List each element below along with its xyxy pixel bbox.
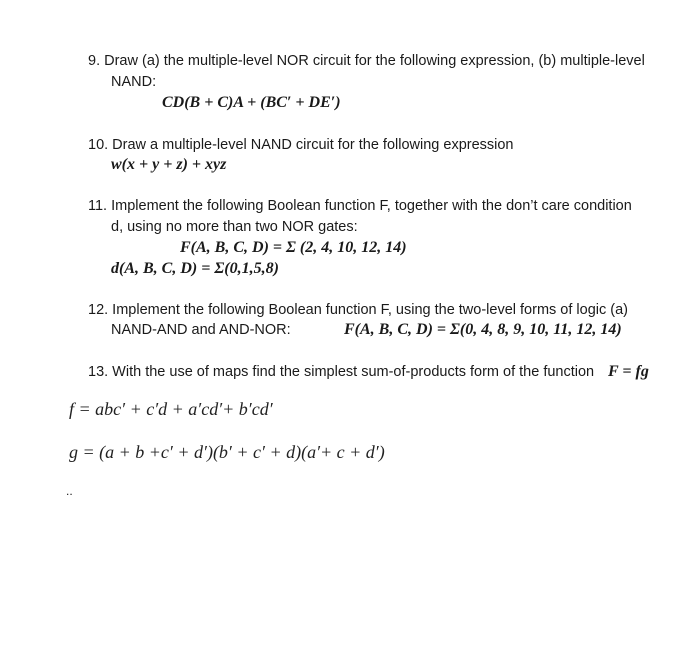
- problem-12-text-line2: NAND-AND and AND-NOR:: [111, 322, 291, 338]
- problem-11-function-f: F(A, B, C, D) = Σ (2, 4, 10, 12, 14): [180, 239, 407, 256]
- problem-11-text-line2: d, using no more than two NOR gates:: [111, 219, 358, 235]
- problem-12-function-f: F(A, B, C, D) = Σ(0, 4, 8, 9, 10, 11, 12, 14): [344, 321, 622, 338]
- trailing-mark: ..: [66, 484, 73, 498]
- problem-13-function-g: g = (a + b +c′ + d′)(b′ + c′ + d)(a′+ c + d′): [69, 442, 385, 462]
- problem-9-expression: CD(B + C)A + (BC′ + DE′): [162, 94, 341, 111]
- problem-11-text-line1: 11. Implement the following Boolean function F, together with the don’t care condition: [88, 198, 632, 214]
- problem-13-function-F: F = fg: [608, 363, 649, 380]
- problem-11-dont-care-d: d(A, B, C, D) = Σ(0,1,5,8): [111, 260, 279, 277]
- problem-12-text-line1: 12. Implement the following Boolean function F, using the two-level forms of logic (a): [88, 302, 628, 318]
- problem-10-expression: w(x + y + z) + xyz: [111, 156, 227, 173]
- problem-9-text-line2: NAND:: [111, 74, 157, 90]
- problem-13-text: 13. With the use of maps find the simplest sum-of-products form of the function: [88, 364, 595, 380]
- problem-9-text-line1: 9. Draw (a) the multiple-level NOR circuit for the following expression, (b) multiple-level: [88, 53, 645, 69]
- problem-10-text: 10. Draw a multiple-level NAND circuit for the following expression: [88, 137, 514, 153]
- problem-13-function-f: f = abc′ + c′d + a′cd′+ b′cd′: [69, 399, 273, 419]
